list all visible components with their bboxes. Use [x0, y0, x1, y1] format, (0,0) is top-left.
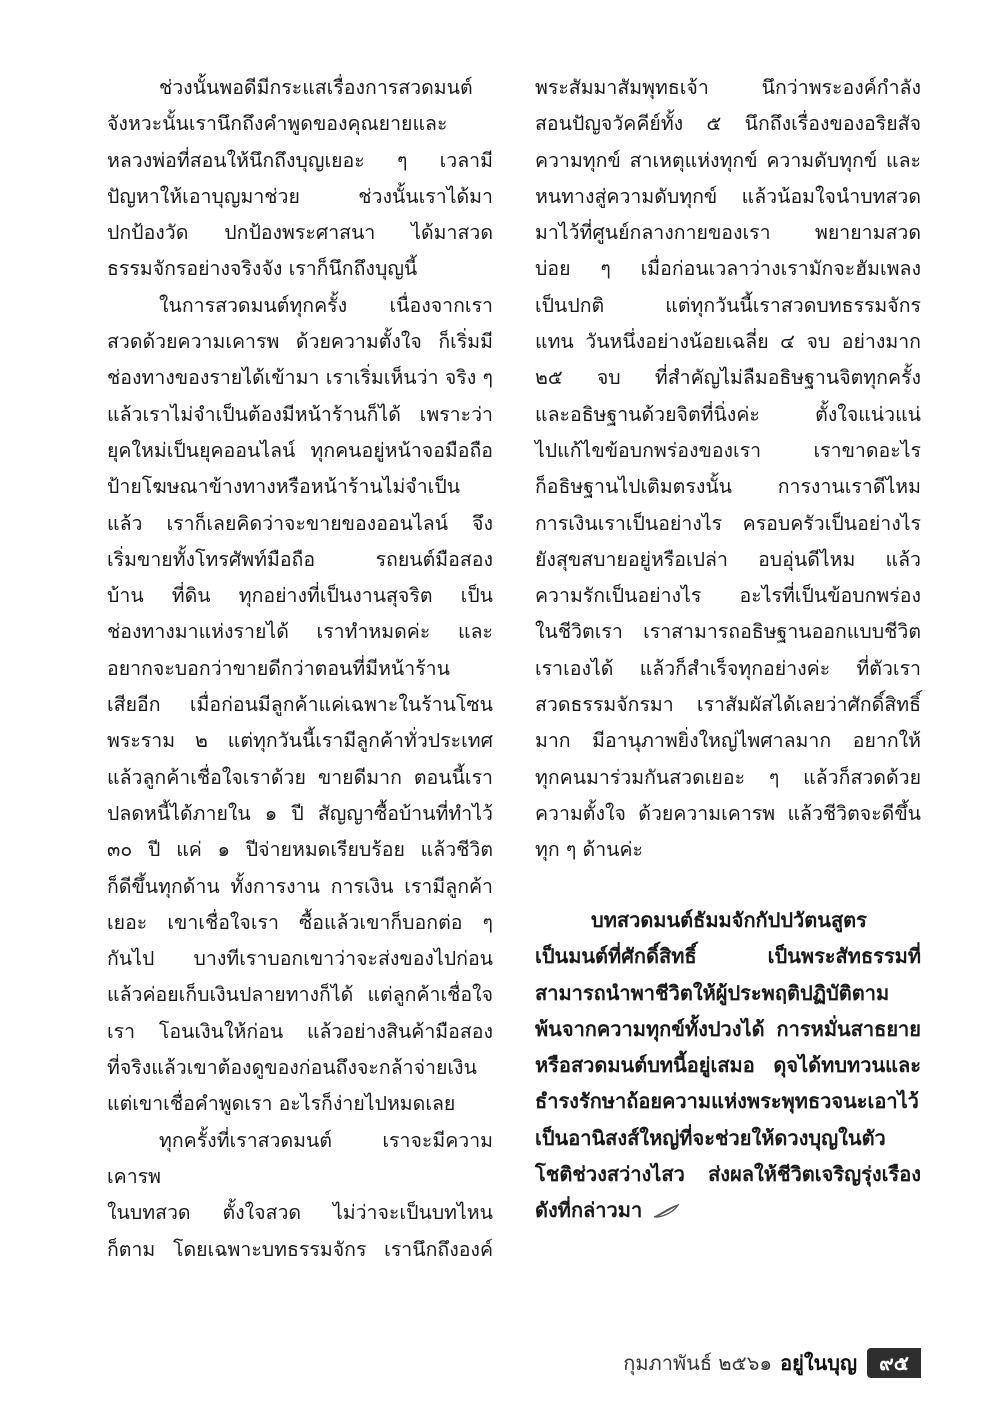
text-line: แล้วค่อยเก็บเงินปลายทางก็ได้ แต่ลูกค้าเชื่อใจ	[107, 983, 493, 1007]
page-number: ๙๕	[867, 1348, 921, 1378]
text-line: บ้าน ที่ดิน ทุกอย่างที่เป็นงานสุจริต เป็น	[107, 584, 493, 608]
text-line: ธรรมจักรอย่างจริงจัง เราก็นึกถึงบุญนี้	[107, 257, 418, 281]
text-line: พ้นจากความทุกข์ทั้งปวงได้ การหมั่นสาธยาย	[535, 1016, 921, 1041]
text-line: ยังสุขสบายอยู่หรือเปล่า อบอุ่นดีไหม แล้ว	[535, 547, 921, 571]
text-line: ที่จริงแล้วเขาต้องดูของก่อนถึงจะกล้าจ่ายเงิน	[107, 1056, 477, 1080]
text-line: ปัญหาให้เอาบุญมาช่วย ช่วงนั้นเราได้มา	[107, 184, 493, 208]
text-line: บ่อย ๆ เมื่อก่อนเวลาว่างเรามักจะฮัมเพลง	[535, 257, 921, 281]
text-line: แล้วลูกค้าเชื่อใจเราด้วย ขายดีมาก ตอนนี้เรา	[107, 765, 493, 789]
text-line: ป้ายโฆษณาข้างทางหรือหน้าร้านไม่จำเป็น	[107, 475, 461, 499]
text-line: ธำรงรักษาถ้อยความแห่งพระพุทธวจนะเอาไว้	[535, 1089, 919, 1114]
text-line: ยุคใหม่เป็นยุคออนไลน์ ทุกคนอยู่หน้าจอมือถือ	[107, 438, 493, 462]
text-line: ความทุกข์ สาเหตุแห่งทุกข์ ความดับทุกข์ และ	[535, 148, 921, 172]
closing-text: ดังที่กล่าวมา	[535, 1198, 643, 1223]
text-line: หนทางสู่ความดับทุกข์ แล้วน้อมใจนำบทสวด	[535, 184, 921, 208]
feather-end-mark-icon	[652, 1194, 682, 1230]
text-line: ทุกครั้งที่เราสวดมนต์ เราจะมีความเคารพ	[107, 1128, 493, 1188]
text-line: หรือสวดมนต์บทนี้อยู่เสมอ ดุจได้ทบทวนและ	[535, 1053, 921, 1078]
text-line: มาไว้ที่ศูนย์กลางกายของเรา พยายามสวด	[535, 221, 921, 245]
text-line: บทสวดมนต์ธัมมจักกัปปวัตนสูตร	[591, 908, 867, 932]
text-line: พระสัมมาสัมพุทธเจ้า นึกว่าพระองค์กำลัง	[535, 76, 921, 99]
text-line: ทุกคนมาร่วมกันสวดเยอะ ๆ แล้วก็สวดด้วย	[535, 765, 921, 789]
text-line: ในชีวิตเรา เราสามารถอธิษฐานออกแบบชีวิต	[535, 620, 921, 644]
page-footer	[623, 1346, 921, 1380]
text-line: สามารถนำพาชีวิตให้ผู้ประพฤติปฏิบัติตาม	[535, 980, 890, 1005]
text-line: เป็นมนต์ที่ศักดิ์สิทธิ์ เป็นพระสัทธรรมที่	[535, 944, 921, 969]
text-line: เป็นอานิสงส์ใหญ่ที่จะช่วยให้ดวงบุญในตัว	[535, 1125, 886, 1150]
text-line: ๒๕ จบ ที่สำคัญไม่ลืมอธิษฐานจิตทุกครั้ง	[535, 366, 921, 390]
text-line: แทน วันหนึ่งอย่างน้อยเฉลี่ย ๔ จบ อย่างมาก	[535, 330, 921, 354]
text-line: ก็อธิษฐานไปเติมตรงนั้น การงานเราดีไหม	[535, 475, 921, 499]
text-line: เริ่มขายทั้งโทรศัพท์มือถือ รถยนต์มือสอง	[107, 547, 493, 571]
text-line: ๓๐ ปี แค่ ๑ ปีจ่ายหมดเรียบร้อย แล้วชีวิต	[107, 838, 493, 862]
right-column	[535, 70, 921, 869]
text-line: สอนปัญจวัคคีย์ทั้ง ๕ นึกถึงเรื่องของอริยสัจ	[535, 112, 921, 136]
paragraph	[535, 70, 921, 869]
footer-magazine-name: อยู่ในบุญ	[780, 1351, 857, 1375]
paragraph	[107, 288, 493, 1123]
text-line: แล้วเราไม่จำเป็นต้องมีหน้าร้านก็ได้ เพราะว่า	[107, 402, 493, 426]
text-line: จังหวะนั้นเรานึกถึงคำพูดของคุณยายและ	[107, 112, 448, 136]
text-line: ช่องทางของรายได้เข้ามา เราเริ่มเห็นว่า จริง ๆ	[107, 366, 493, 390]
text-line: หลวงพ่อที่สอนให้นึกถึงบุญเยอะ ๆ เวลามี	[107, 148, 493, 172]
text-line: เป็นปกติ แต่ทุกวันนี้เราสวดบทธรรมจักร	[535, 293, 921, 317]
text-line: เราเองได้ แล้วก็สำเร็จทุกอย่างค่ะ ที่ตัวเรา	[535, 656, 921, 680]
text-line: กันไป บางทีเราบอกเขาว่าจะส่งของไปก่อน	[107, 947, 493, 971]
text-line: ในการสวดมนต์ทุกครั้ง เนื่องจากเรา	[159, 293, 493, 317]
text-line	[535, 1192, 921, 1230]
text-line: ปลดหนี้ได้ภายใน ๑ ปี สัญญาซื้อบ้านที่ทำไว้	[107, 801, 493, 825]
text-line: มาก มีอานุภาพยิ่งใหญ่ไพศาลมาก อยากให้	[535, 729, 921, 753]
text-line: ทุก ๆ ด้านค่ะ	[535, 838, 643, 862]
text-line: ความรักเป็นอย่างไร อะไรที่เป็นข้อบกพร่อง	[535, 584, 921, 608]
text-line: ในบทสวด ตั้งใจสวด ไม่ว่าจะเป็นบทไหน	[107, 1201, 493, 1225]
paragraph	[107, 1123, 493, 1268]
text-line: โชติช่วงสว่างไสว ส่งผลให้ชีวิตเจริญรุ่งเรือง	[535, 1162, 921, 1187]
text-line: เรา โอนเงินให้ก่อน แล้วอย่างสินค้ามือสอง	[107, 1019, 493, 1043]
text-line: แล้ว เราก็เลยคิดว่าจะขายของออนไลน์ จึง	[107, 511, 493, 535]
text-line: ความตั้งใจ ด้วยความเคารพ แล้วชีวิตจะดีขึ้น	[535, 801, 921, 825]
text-line: สวดธรรมจักรมา เราสัมผัสได้เลยว่าศักดิ์สิทธิ์	[535, 693, 921, 717]
text-line: ก็ตาม โดยเฉพาะบทธรรมจักร เรานึกถึงองค์	[107, 1237, 493, 1261]
text-line: เสียอีก เมื่อก่อนมีลูกค้าแค่เฉพาะในร้านโซน	[107, 693, 493, 717]
paragraph	[107, 70, 493, 288]
text-line: สวดด้วยความเคารพ ด้วยความตั้งใจ ก็เริ่มมี	[107, 330, 493, 354]
summary-bold-paragraph	[535, 902, 921, 1230]
text-line: ช่องทางมาแห่งรายได้ เราทำหมดค่ะ และ	[107, 620, 493, 644]
text-line: แต่เขาเชื่อคำพูดเรา อะไรก็ง่ายไปหมดเลย	[107, 1092, 456, 1116]
text-line: ช่วงนั้นพอดีมีกระแสเรื่องการสวดมนต์	[159, 76, 473, 99]
text-line: ปกป้องวัด ปกป้องพระศาสนา ได้มาสวด	[107, 221, 493, 245]
text-line: เยอะ เขาเชื่อใจเรา ซื้อแล้วเขาก็บอกต่อ ๆ	[107, 910, 493, 934]
text-line: และอธิษฐานด้วยจิตที่นิ่งค่ะ ตั้งใจแน่วแน่	[535, 402, 921, 426]
text-line: พระราม ๒ แต่ทุกวันนี้เรามีลูกค้าทั่วประเทศ	[107, 729, 493, 753]
text-line: ไปแก้ไขข้อบกพร่องของเรา เราขาดอะไร	[535, 438, 921, 462]
text-line: ก็ดีขึ้นทุกด้าน ทั้งการงาน การเงิน เรามีลูกค้า	[107, 874, 493, 898]
footer-issue-date: กุมภาพันธ์ ๒๕๖๑	[623, 1351, 773, 1375]
text-line: อยากจะบอกว่าขายดีกว่าตอนที่มีหน้าร้าน	[107, 656, 450, 680]
left-column	[107, 70, 493, 1268]
text-line: การเงินเราเป็นอย่างไร ครอบครัวเป็นอย่างไร	[535, 511, 921, 535]
